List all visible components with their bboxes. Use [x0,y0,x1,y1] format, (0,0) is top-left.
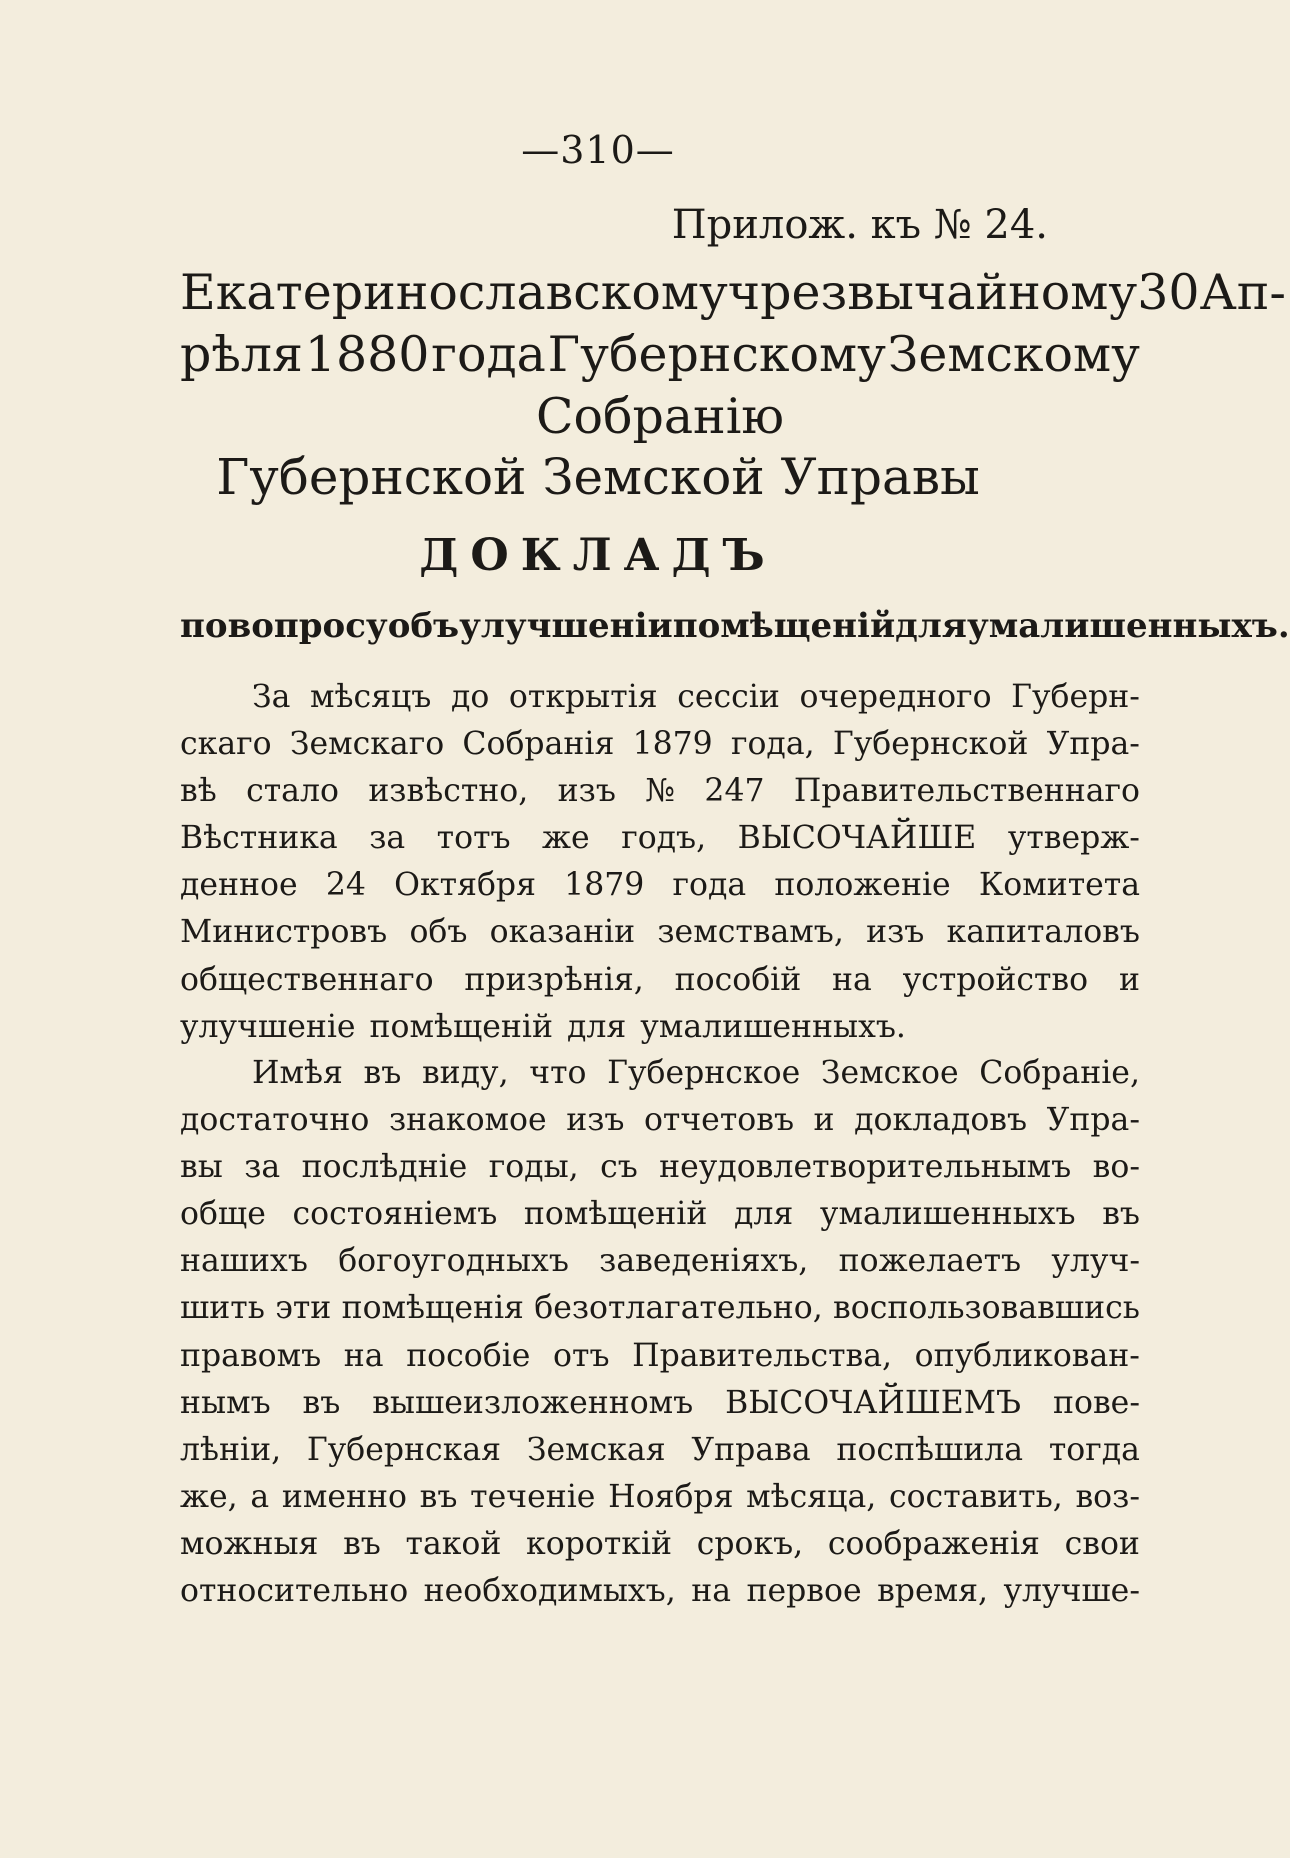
heading [180,262,1286,448]
word: послѣдніе [301,1149,468,1186]
word: достаточно [180,1102,370,1139]
word: докладовъ [854,1102,1028,1139]
word: открытія [508,679,658,715]
word: мѣсяцъ [310,679,432,715]
word: же, [180,1478,238,1515]
word: можныя [180,1525,319,1562]
word: общественнаго [180,961,434,998]
word: извѣстно, [368,773,529,810]
word: безотлагательно, [534,1290,823,1327]
word: состояніемъ [292,1196,498,1233]
word: виду, [421,1055,509,1091]
word: Собранія [462,726,615,763]
word: сессіи [677,679,780,715]
word: относительно [180,1573,409,1610]
word: тогда [1048,1431,1140,1468]
text-line [180,768,1140,815]
text-line [180,1238,1140,1285]
word: скаго [180,726,272,763]
word: Губернской [832,726,1029,763]
word: № [645,773,676,810]
word: положеніе [774,867,951,904]
text-line [180,1474,1140,1521]
text-line [180,1285,1140,1332]
word: богоугодныхъ [338,1243,569,1280]
word: Земская [526,1431,666,1468]
text-line [180,1144,1140,1191]
word: Земскому [887,326,1140,383]
word: улучшеніе [180,1008,356,1045]
word: заведеніяхъ, [599,1243,809,1280]
word: до [450,679,490,715]
page-number: —310— [521,128,675,172]
word: въ [302,1384,341,1421]
text-line [180,1050,1140,1097]
word: помѣщеній [523,1196,708,1233]
word: нашихъ [180,1243,308,1280]
word: эти [275,1290,332,1327]
word: помѣщенія [341,1290,524,1327]
word: за [369,820,406,857]
text-line [180,1427,1140,1474]
word: изъ [866,914,925,951]
word: по [180,606,228,646]
word: земствамъ, [657,914,844,951]
word: поспѣшила [836,1431,1024,1468]
word: ВЫСОЧАЙШЕ [737,820,977,857]
word: въ [363,1055,402,1091]
text-line [180,815,1140,862]
word: время, [877,1573,989,1610]
word: годъ, [621,820,707,857]
word: нымъ [180,1384,271,1421]
word: вѣ [180,773,217,810]
word: въ [343,1525,381,1562]
word: такой [405,1525,502,1562]
word: 247 [704,773,765,810]
word: тотъ [436,820,511,857]
word: и [813,1102,835,1139]
word: правомъ [180,1337,322,1374]
word: умалишенныхъ. [640,1008,906,1045]
word: умалишенныхъ [819,1196,1076,1233]
word: во- [1092,1149,1140,1186]
word: Вѣстника [180,820,338,857]
word: года, [730,726,815,763]
word: Земское [820,1055,959,1091]
word: Министровъ [180,914,388,951]
word: пособій [674,961,802,998]
word: Губернская [306,1431,502,1468]
word: 24 [325,867,366,904]
word: помѣщеній [672,606,896,646]
word: Губернское [607,1055,801,1091]
paragraph [180,1050,1140,1615]
word: стало [246,773,339,810]
word: Правительства, [632,1337,893,1374]
word: теченіе [470,1478,596,1515]
word: вопросу [227,606,388,646]
word: ВЫСОЧАЙШЕМЪ [725,1384,1022,1421]
word: Управа [691,1431,811,1468]
word: объ [387,606,460,646]
word: годы, [488,1149,579,1186]
word: Губерн- [1011,679,1140,715]
word: пособіе [406,1337,531,1374]
word: для [734,1196,794,1233]
word: оказаніи [489,914,636,951]
word: устройство [902,961,1089,998]
word: Губернскому [547,326,886,383]
word: вышеизложенномъ [372,1384,694,1421]
word: именно [281,1478,407,1515]
text-line [180,674,1140,721]
word: призрѣнія, [464,961,644,998]
word: Имѣя [252,1055,343,1091]
word: изъ [566,1102,625,1139]
word: утверж- [1007,820,1140,857]
word: 30 [1137,264,1200,321]
text-line [180,957,1140,1004]
word: обще [180,1196,266,1233]
word: Ноября [608,1478,734,1515]
text-line [180,721,1140,768]
word: отчетовъ [643,1102,794,1139]
word: срокъ, [696,1525,804,1562]
text-line [180,909,1140,956]
word: въ [419,1478,458,1515]
word: Упра- [1046,1102,1140,1139]
word: Комитета [978,867,1140,904]
word: соображенія [827,1525,1040,1562]
word: необходимыхъ, [423,1573,676,1610]
word: чрезвычайному [727,264,1138,321]
word: умалишенныхъ. [966,606,1290,646]
text-line [180,1191,1140,1238]
word: помѣщеній [369,1008,553,1045]
word: для [567,1008,627,1045]
word: пове- [1052,1384,1140,1421]
text-line [180,1097,1140,1144]
word: пожелаетъ [838,1243,1022,1280]
word: короткій [526,1525,673,1562]
word: же [542,820,590,857]
word: знакомое [388,1102,547,1139]
word: воспользовавшись [833,1290,1140,1327]
body-title: Губернской Земской Управы [216,448,980,506]
word: а [250,1478,270,1515]
word: на [691,1573,731,1610]
word: капиталовъ [946,914,1140,951]
word: денное [180,867,298,904]
word: что [529,1055,587,1091]
word: изъ [557,773,616,810]
text-line [180,1333,1140,1380]
heading-line [180,262,1286,324]
word: 1880 [304,326,430,383]
word: Октября [394,867,536,904]
appendix-label: Прилож. къ № 24. [671,202,1048,248]
text-line [180,1521,1140,1568]
word: вы [180,1149,223,1186]
word: и [1118,961,1140,998]
word: мѣсяца, [746,1478,877,1515]
word: Земскаго [289,726,445,763]
word: первое [746,1573,862,1610]
word: лѣніи, [180,1431,282,1468]
word: улуч- [1051,1243,1140,1280]
word: опубликован- [914,1337,1140,1374]
word: За [252,679,291,715]
word: улучше- [1003,1573,1140,1610]
paragraph [180,674,1140,1051]
word: 1879 [564,867,645,904]
word: Ап- [1199,264,1286,321]
word: года [672,867,747,904]
word: на [343,1337,384,1374]
subject-line [180,606,1290,646]
word: 1879 [632,726,713,763]
word: Екатеринославскому [180,264,728,321]
word: года [431,326,546,383]
word: объ [409,914,468,951]
heading-line [180,324,1140,386]
heading-line: Собранію [535,388,785,445]
word: Правительственнаго [793,773,1140,810]
word: улучшеніи [459,606,673,646]
word: рѣля [180,326,303,383]
word: на [832,961,872,998]
word: свои [1064,1525,1140,1562]
word: за [244,1149,281,1186]
word: отъ [553,1337,610,1374]
word: неудовлетворительнымъ [659,1149,1072,1186]
text-line [180,1004,1140,1051]
word: Упра- [1046,726,1140,763]
word: воз- [1075,1478,1140,1515]
word: очередного [799,679,992,715]
text-line [180,862,1140,909]
text-line [180,1568,1140,1615]
word: съ [600,1149,638,1186]
document-type-title: ДОКЛАДЪ [419,530,777,581]
word: въ [1102,1196,1140,1233]
word: составить, [888,1478,1063,1515]
word: Собраніе, [979,1055,1140,1091]
word: для [895,606,967,646]
text-line [180,1380,1140,1427]
word: шить [180,1290,265,1327]
